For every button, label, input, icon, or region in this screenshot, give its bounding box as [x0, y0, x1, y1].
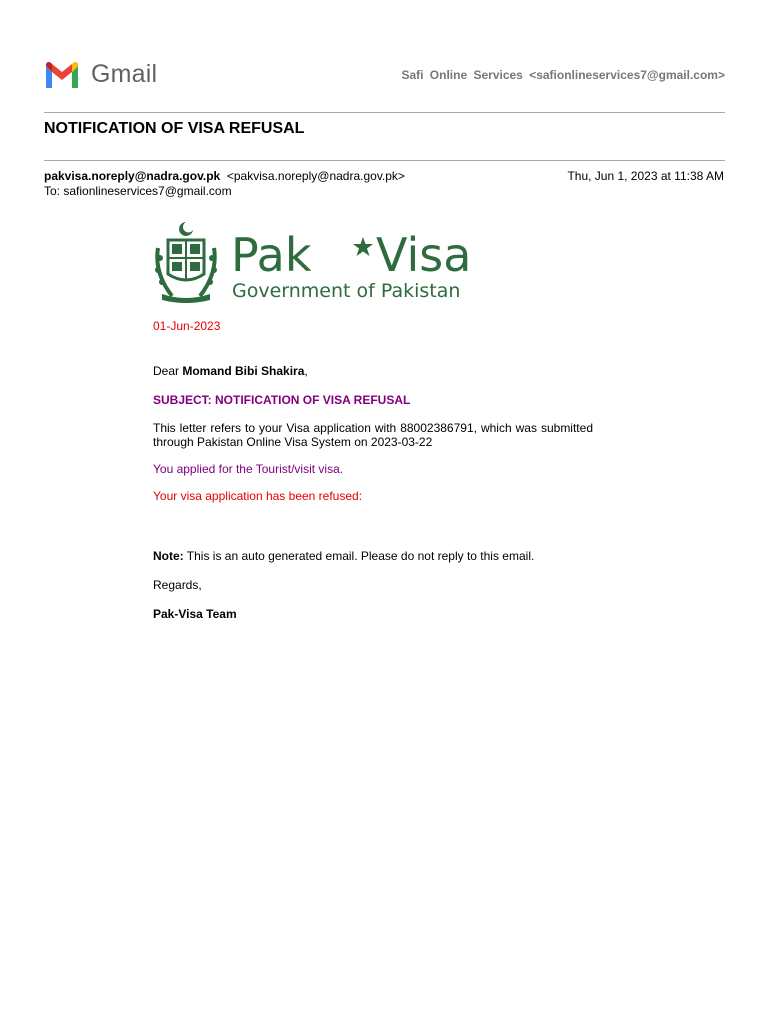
refusal-line: Your visa application has been refused:: [153, 489, 363, 503]
note-label: Note:: [153, 549, 184, 563]
logo-subtitle: Government of Pakistan: [232, 280, 461, 302]
regards: Regards,: [153, 578, 202, 592]
email-subject: NOTIFICATION OF VISA REFUSAL: [44, 120, 305, 137]
recipient-name: Momand Bibi Shakira: [182, 364, 305, 378]
letter-subject: SUBJECT: NOTIFICATION OF VISA REFUSAL: [153, 393, 411, 407]
letter-paragraph-1: [153, 421, 593, 449]
sender-line: [44, 169, 405, 183]
paragraph-1-line-2: through Pakistan Online Visa System on 2023-03-22: [153, 435, 433, 449]
gmail-logo-icon: [44, 60, 80, 90]
email-date: Thu, Jun 1, 2023 at 11:38 AM: [567, 169, 724, 183]
crescent-star-icon: [338, 224, 374, 275]
salutation-text: Dear: [153, 364, 183, 378]
account-label: Safi Online Services <safionlineservices7@gmail.com>: [401, 68, 725, 82]
pakvisa-logo: [152, 218, 482, 304]
logo-title-visa: Visa: [376, 228, 472, 282]
sender-address: <pakvisa.noreply@nadra.gov.pk>: [226, 169, 405, 183]
salutation-comma: ,: [304, 364, 308, 378]
pakistan-emblem-icon: [155, 222, 217, 303]
letter-date: 01-Jun-2023: [153, 319, 221, 333]
note-line: [153, 549, 534, 563]
sender-name[interactable]: pakvisa.noreply@nadra.gov.pk: [44, 169, 221, 183]
logo-title-pak: Pak: [231, 228, 312, 282]
note-text: This is an auto generated email. Please do not reply to this email.: [183, 549, 535, 563]
gmail-wordmark: Gmail: [91, 60, 158, 88]
recipient-line: To: safionlineservices7@gmail.com: [44, 184, 232, 198]
subject-divider: [44, 160, 725, 161]
signature: Pak-Visa Team: [153, 607, 237, 621]
header-divider: [44, 112, 725, 113]
visa-type-line: You applied for the Tourist/visit visa.: [153, 462, 344, 476]
salutation: [153, 364, 308, 378]
paragraph-1-line-1: This letter refers to your Visa application with 88002386791, which was submitted: [153, 421, 593, 435]
